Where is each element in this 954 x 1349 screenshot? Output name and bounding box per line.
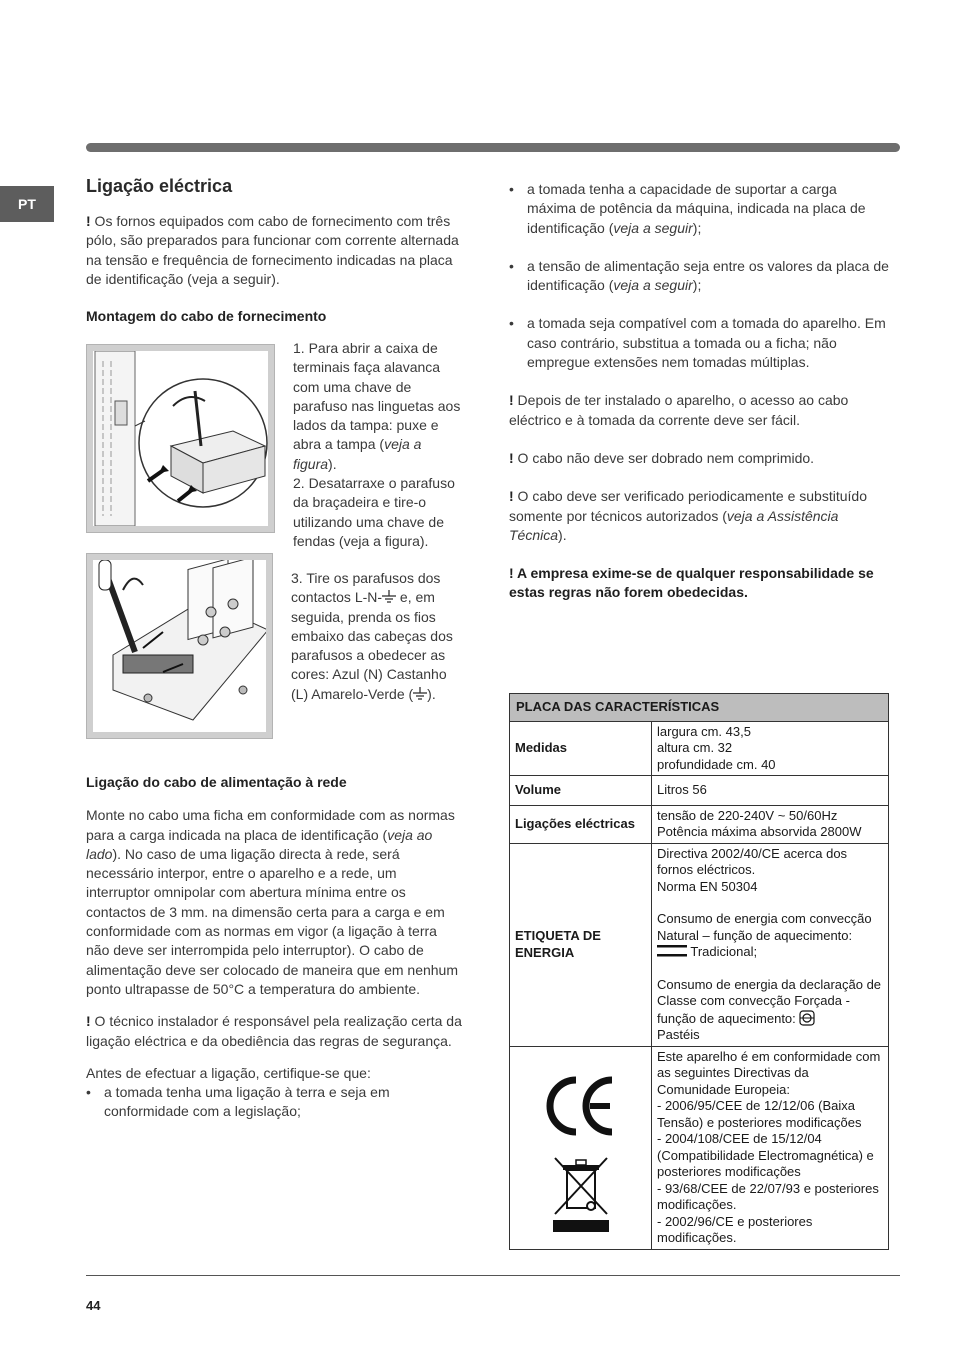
energy-label: ETIQUETA DE ENERGIA [510,843,652,1046]
terminals-figure [86,553,273,739]
mains-section [86,773,464,1122]
table-row [510,843,889,1046]
volume-label: Volume [510,776,652,806]
mains-heading: Ligação do cabo de alimentação à rede [86,774,347,790]
checklist-item: • a tensão de alimentação seja entre os valores da placa de identificação (veja a seguir); [509,257,889,296]
measures-value: largura cm. 43,5 altura cm. 32 profundidade cm. 40 [652,721,889,776]
specs-table-header: PLACA DAS CARACTERÍSTICAS [510,694,889,722]
assembly-heading: Montagem do cabo de fornecimento [86,308,327,325]
energy-value: Directiva 2002/40/CE acerca dos fornos eléctricos. Norma EN 50304 Consumo de energia com convecção Natural – função de aquecimento: Tradicional; Consumo de energia da declaração de Classe com convecção Forçada - função de aquecimento: Pastéis [652,843,889,1046]
right-column [509,180,889,603]
disclaimer: ! A empresa exime-se de qualquer responsabilidade se estas regras não forem obedecidas. [509,565,874,601]
header-rule [86,143,900,152]
checklist-right [509,180,889,372]
before-connection-text: Antes de efectuar a ligação, certifique-se que: [86,1064,371,1081]
intro-paragraph: ! Os fornos equipados com cabo de fornecimento com três pólo, são preparados para funcionar com corrente alternada na tensão e frequência de fornecimento indicadas na placa de identificação (veja a seguir). [86,213,459,287]
table-row [510,721,889,776]
conformity-text: Este aparelho é em conformidade com as seguintes Directivas da Comunidade Europeia: - 2006/95/CEE de 12/12/06 (Baixa Tensão) e posteriores modificações - 2004/108/CEE de 15/12/04 (Compatibilidade Electromagnética) e posteriores modificações - 93/68/CEE de 22/07/93 e posteriores modificações. - 2002/96/CE e posteriores modificações. [652,1046,889,1249]
step-2: 2. Desatarraxe o parafuso da braçadeira e tire-o utilizando uma chave de fendas (veja a figura). [293,475,455,549]
access-note: ! Depois de ter instalado o aparelho, o acesso ao cabo eléctrico e à tomada da corrente deve ser fácil. [509,392,849,428]
inspection-note: ! O cabo deve ser verificado periodicamente e substituído somente por técnicos autorizados (veja a Assistência Técnica). [509,488,867,543]
section-title: Ligação eléctrica [86,176,233,196]
table-row [510,805,889,843]
mains-paragraph: Monte no cabo uma ficha em conformidade com as normas para a carga indicada na placa de identificação (veja ao lado). No caso de uma ligação directa à rede, será necessário interpor, entre o aparelho e a rede, um interruptor omnipolar com abertura mínima entre os contactos de 3 mm. na dimensão certa para a carga e em conformidade com as normas em vigor (a ligação à terra não deve ser interrompida pelo interruptor). O cabo de alimentação deve ser colocado de maneira que em nenhum ponto ultrapasse de 50°C a temperatura do ambiente. [86,807,459,997]
page-number: 44 [86,1298,101,1313]
checklist-item: • a tomada seja compatível com a tomada do aparelho. Em caso contrário, substitua a tomada ou a ficha; não empregue extensões nem tomadas múltiplas. [509,314,889,372]
earth-symbol-icon [413,687,427,701]
terminal-box-illustration [93,351,268,526]
pastry-heating-icon [799,1010,815,1026]
specs-table [509,693,889,1250]
weee-bin-icon [553,1156,609,1232]
earth-symbol-icon [382,590,396,604]
checklist-item: • a tomada tenha a capacidade de suportar a carga máxima de potência da máquina, indicada na placa de identificação (veja a seguir); [509,180,889,238]
volume-value: Litros 56 [652,776,889,806]
electric-label: Ligações eléctricas [510,805,652,843]
terminals-illustration [93,560,266,732]
checklist-item: • a tomada tenha uma ligação à terra e seja em conformidade com a legislação; [86,1083,464,1122]
measures-label: Medidas [510,721,652,776]
conformity-marks [510,1046,652,1249]
technician-note: ! O técnico instalador é responsável pela realização certa da ligação eléctrica e da obediência das regras de segurança. [86,1013,462,1049]
bend-note: ! O cabo não deve ser dobrado nem comprimido. [509,449,815,466]
checklist-left [86,1083,464,1122]
table-row [510,1046,889,1249]
step-3: 3. Tire os parafusos dos contactos L-N- e, em seguida, prenda os fios embaixo das cabeças dos parafusos a obedecer as cores: Azul (N) Castanho (L) Amarelo-Verde ( ). [291,570,453,702]
electric-value: tensão de 220-240V ~ 50/60Hz Potência máxima absorvida 2800W [652,805,889,843]
language-tab: PT [0,186,54,222]
step-1: 1. Para abrir a caixa de terminais faça alavanca com uma chave de parafuso nas linguetas aos lados da tampa: puxe e abra a tampa (veja a figura). 2. Desatarraxe o parafuso da braçadeira e tire-o utilizando uma chave de fendas (veja a figura). [293,340,461,549]
footer-rule [86,1275,900,1276]
terminal-box-figure [86,344,275,533]
ce-mark-icon [546,1074,616,1138]
table-row [510,776,889,806]
left-column [86,176,464,326]
traditional-heating-icon [657,945,687,957]
